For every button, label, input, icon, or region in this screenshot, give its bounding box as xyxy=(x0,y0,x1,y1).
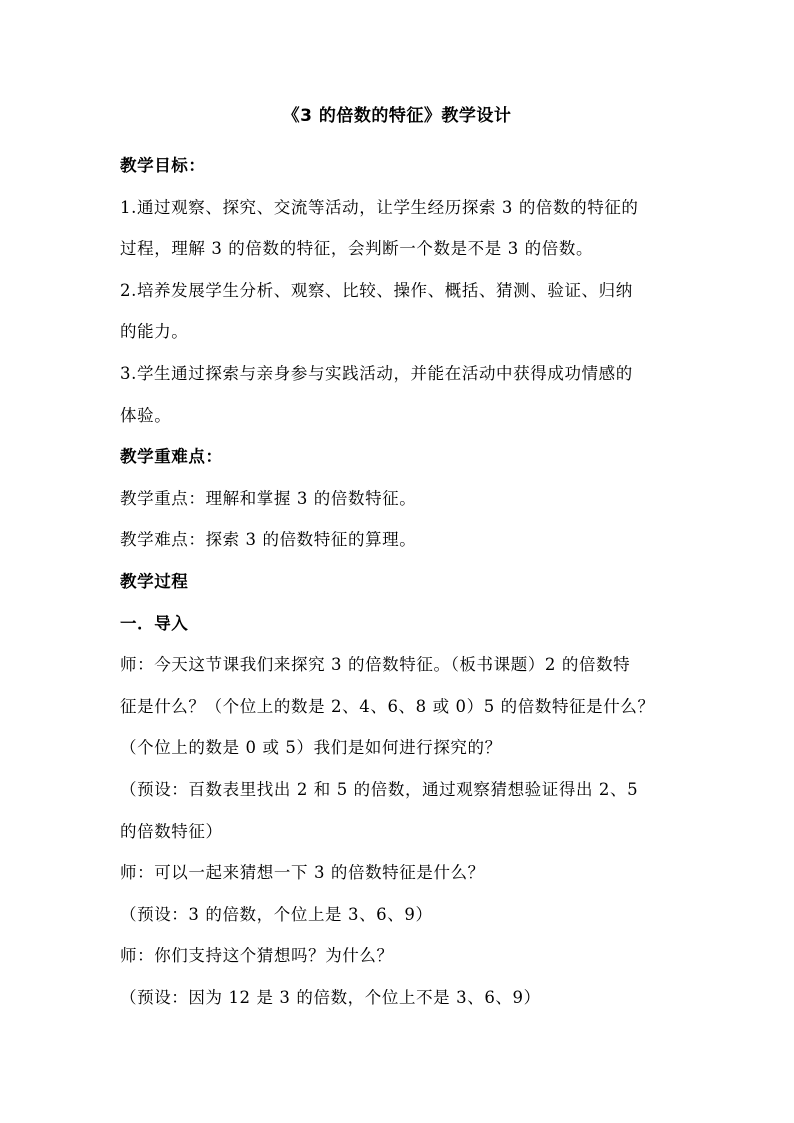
document-title: 《3 的倍数的特征》教学设计 xyxy=(282,106,512,126)
section-heading: 教学过程 xyxy=(120,571,189,591)
document-body xyxy=(120,145,686,1018)
paragraph-line: （个位上的数是 0 或 5）我们是如何进行探究的？ xyxy=(120,738,502,758)
paragraph-line: 体验。 xyxy=(120,405,172,425)
paragraph-line: 征是什么？（个位上的数是 2、4、6、8 或 0）5 的倍数特征是什么？ xyxy=(120,696,655,716)
paragraph-line: 的能力。 xyxy=(120,322,189,342)
section-heading: 教学目标： xyxy=(120,156,206,175)
paragraph-line: 2.培养发展学生分析、观察、比较、操作、概括、猜测、验证、归纳 xyxy=(120,280,633,300)
paragraph-line: 教学重点：理解和掌握 3 的倍数特征。 xyxy=(120,488,417,508)
paragraph-line: 师：可以一起来猜想一下 3 的倍数特征是什么？ xyxy=(120,863,485,883)
paragraph-line: （预设：因为 12 是 3 的倍数，个位上不是 3、6、9） xyxy=(120,987,541,1007)
paragraph-line: 的倍数特征） xyxy=(120,821,223,841)
paragraph-line: （预设：3 的倍数，个位上是 3、6、9） xyxy=(120,904,433,924)
paragraph-line: 师：今天这节课我们来探究 3 的倍数特征。（板书课题）2 的倍数特 xyxy=(120,655,631,675)
section-heading: 教学重难点： xyxy=(120,447,223,467)
paragraph-line: 3.学生通过探索与亲身参与实践活动，并能在活动中获得成功情感的 xyxy=(120,363,633,383)
paragraph-line: 过程，理解 3 的倍数的特征，会判断一个数是不是 3 的倍数。 xyxy=(120,239,594,259)
paragraph-line: 教学难点：探索 3 的倍数特征的算理。 xyxy=(120,530,417,550)
paragraph-line: 1.通过观察、探究、交流等活动，让学生经历探索 3 的倍数的特征的 xyxy=(120,197,639,217)
paragraph-line: 师：你们支持这个猜想吗？为什么？ xyxy=(120,946,394,966)
section-heading: 一．导入 xyxy=(120,613,189,633)
paragraph-line: （预设：百数表里找出 2 和 5 的倍数，通过观察猜想验证得出 2、5 xyxy=(120,779,639,799)
